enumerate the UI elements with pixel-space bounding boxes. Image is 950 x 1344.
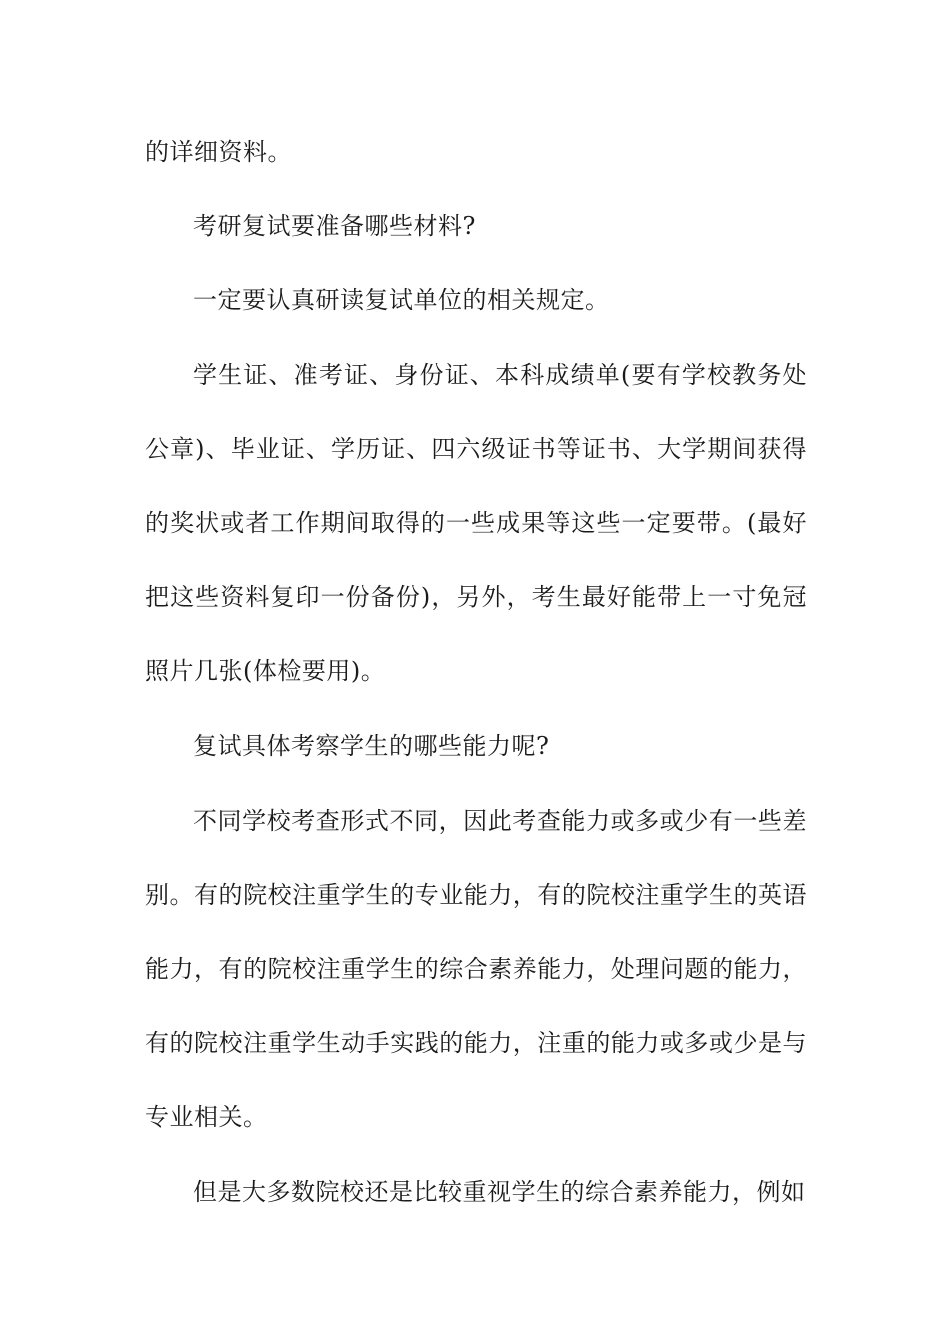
document-body: [145, 128, 807, 1217]
paragraph-comprehensive-ability: 但是大多数院校还是比较重视学生的综合素养能力，例如: [193, 1178, 806, 1206]
paragraph-question-abilities: 复试具体考察学生的哪些能力呢?: [193, 732, 550, 760]
paragraph-question-materials: 考研复试要准备哪些材料?: [193, 212, 476, 240]
paragraph-continuation: 的详细资料。: [145, 138, 292, 166]
paragraph-materials-list: 学生证、准考证、身份证、本科成绩单(要有学校教务处公章)、毕业证、学历证、四六级证书等证书、大学期间获得的奖状或者工作期间取得的一些成果等这些一定要带。(最好把这些资料复印一份备份)，另外，考生最好能带上一寸免冠照片几张(体检要用)。: [145, 361, 807, 685]
paragraph-abilities-explained: 不同学校考查形式不同，因此考查能力或多或少有一些差别。有的院校注重学生的专业能力，有的院校注重学生的英语能力，有的院校注重学生的综合素养能力，处理问题的能力，有的院校注重学生动手实践的能力，注重的能力或多或少是与专业相关。: [145, 807, 807, 1131]
paragraph-read-regulations: 一定要认真研读复试单位的相关规定。: [193, 286, 610, 314]
